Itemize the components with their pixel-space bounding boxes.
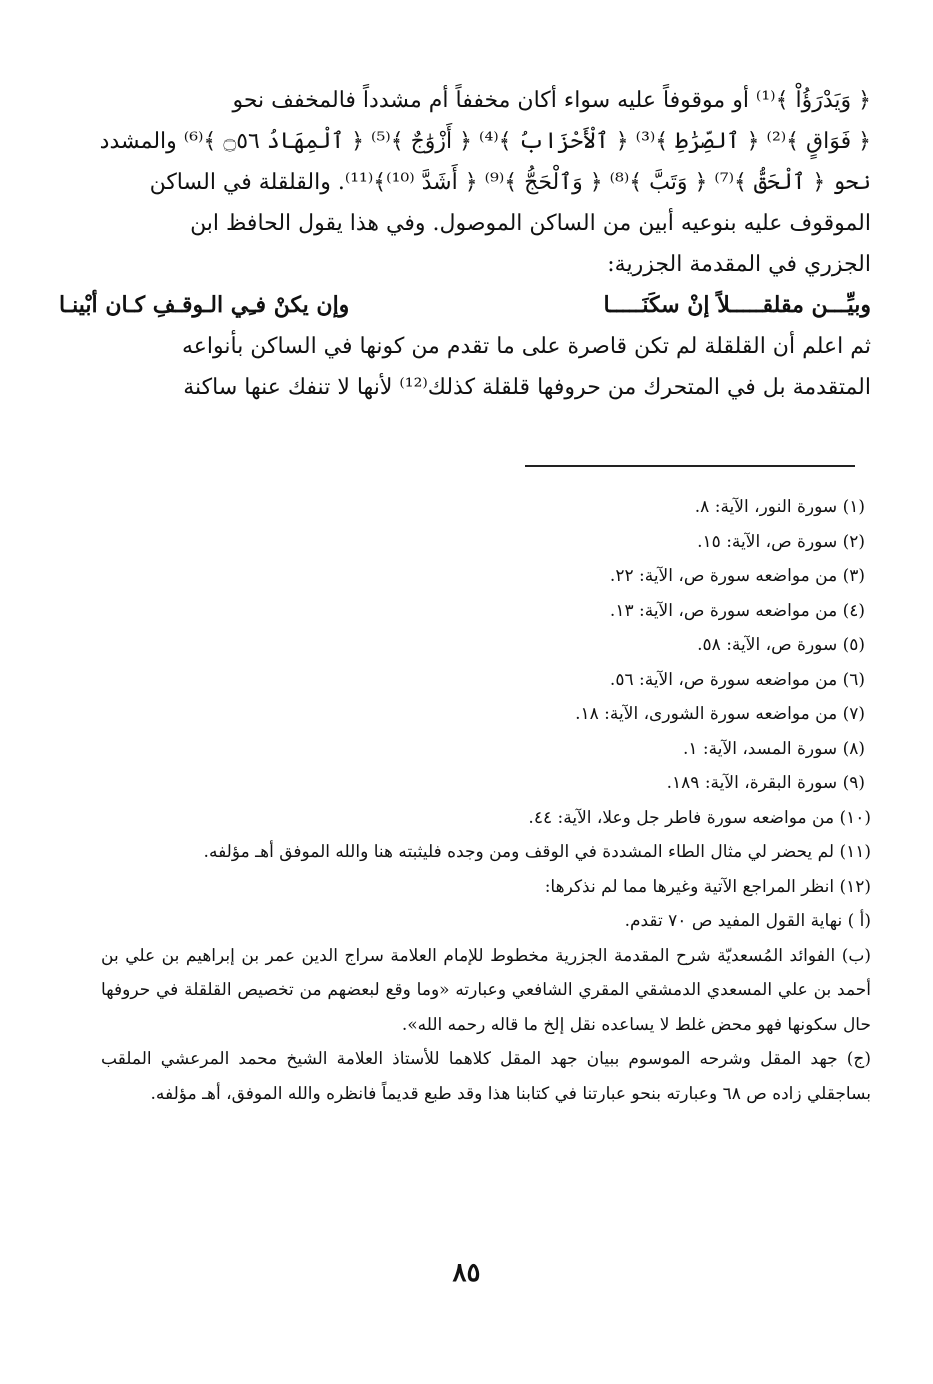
text-line-4: الموقوف عليه بنوعيه أبين من الساكن الموصول. وفي هذا يقول الحافظ ابن [190,211,871,236]
verse-left-hemistich: وإن يكنْ فـِي الـوقـفِ كـان أبْينـا [59,292,350,318]
text-line-1: ﴿ وَيَدْرَؤُاْ ﴾⁽¹⁾ أو موقوفاً عليه سواء أكان مخففاً أم مشدداً فالمخفف نحو [232,88,871,113]
footnote-7: (٧) من مواضعه سورة الشورى، الآية: ١٨. [575,704,865,724]
poem-verse [59,285,871,326]
footnotes [101,490,871,1111]
footnote-3: (٣) من مواضعه سورة ص، الآية: ٢٢. [609,566,865,586]
footnote-5: (٥) سورة ص، الآية: ٥٨. [697,635,865,655]
page-number: ٨٥ [452,1258,481,1288]
footnote-10: (١٠) من مواضعه سورة فاطر جل وعلا، الآية: ٤٤. [528,807,871,828]
reference-c: (ج) جهد المقل وشرحه الموسوم ببيان جهد المقل كلاهما للأستاذ العلامة الشيخ محمد المرعشي الملقب بساجقلي زاده ص ٦٨ وعبارته بنحو عبارتنا في كتابنا هذا وقد طبع قديماً فانظره والله الموفق، أهـ مؤلفه. [101,1049,871,1104]
verse-right-hemistich: وبيِّـــن مقلقـــــلاً إنْ سكَنَـــــا [603,292,871,318]
footnote-4: (٤) من مواضعه سورة ص، الآية: ١٣. [609,600,865,621]
reference-b: (ب) الفوائد المُسعديّة شرح المقدمة الجزرية مخطوط للإمام العلامة سراج الدين عمر بن إبراهيم بن علي بن أحمد بن علي المسعدي الدمشقي المقري الشافعي وعبارته «وما وقع لبعضهم من تخصيص القلقلة في حروفها حال سكونها فهو محض غلط لا يساعده نقل إلخ ما قاله رحمه الله». [101,945,872,1035]
text-line-7: المتقدمة بل في المتحرك من حروفها قلقلة كذلك⁽¹²⁾ لأنها لا تنفك عنها ساكنة [183,375,871,400]
footnote-2: (٢) سورة ص، الآية: ١٥. [697,531,865,552]
footnote-8: (٨) سورة المسد، الآية: ١. [682,738,865,759]
main-text [59,80,871,408]
footnote-9: (٩) سورة البقرة، الآية: ١٨٩. [666,773,865,793]
footnote-12: (١٢) انظر المراجع الآتية وغيرها مما لم نذكرها: [544,876,871,897]
text-line-5: الجزري في المقدمة الجزرية: [607,252,871,277]
footnote-1: (١) سورة النور، الآية: ٨. [694,497,865,517]
footnote-separator [525,465,855,467]
reference-a: (أ ) نهاية القول المفيد ص ٧٠ تقدم. [624,911,871,931]
footnote-11: (١١) لم يحضر لي مثال الطاء المشددة في الوقف ومن وجده فليثبته هنا والله الموفق أهـ مؤلفه. [203,842,871,862]
text-line-3: نحو ﴿ ٱلْحَقُّ ﴾⁽⁷⁾ ﴿ وَتَبَّ ﴾⁽⁸⁾ ﴿ وَٱلْحَجُّ ﴾⁽⁹⁾ ﴿ أَشَدَّ ⁽¹⁰⁾﴾⁽¹¹⁾. والقلقلة في الساكن [149,170,871,195]
text-line-2: ﴿ فَوَاقٍ ﴾⁽²⁾ ﴿ ٱلصِّرَٰطِ ﴾⁽³⁾ ﴿ ٱلْأَحْزَابُ ﴾⁽⁴⁾ ﴿ أَزْوَٰجٌ ﴾⁽⁵⁾ ﴿ ٱلْمِهَادُ ۝٥٦ ﴾⁽⁶⁾ والمشدد [99,129,871,154]
footnote-6: (٦) من مواضعه سورة ص، الآية: ٥٦. [609,669,865,690]
text-line-6: ثم اعلم أن القلقلة لم تكن قاصرة على ما تقدم من كونها في الساكن بأنواعه [181,334,871,359]
